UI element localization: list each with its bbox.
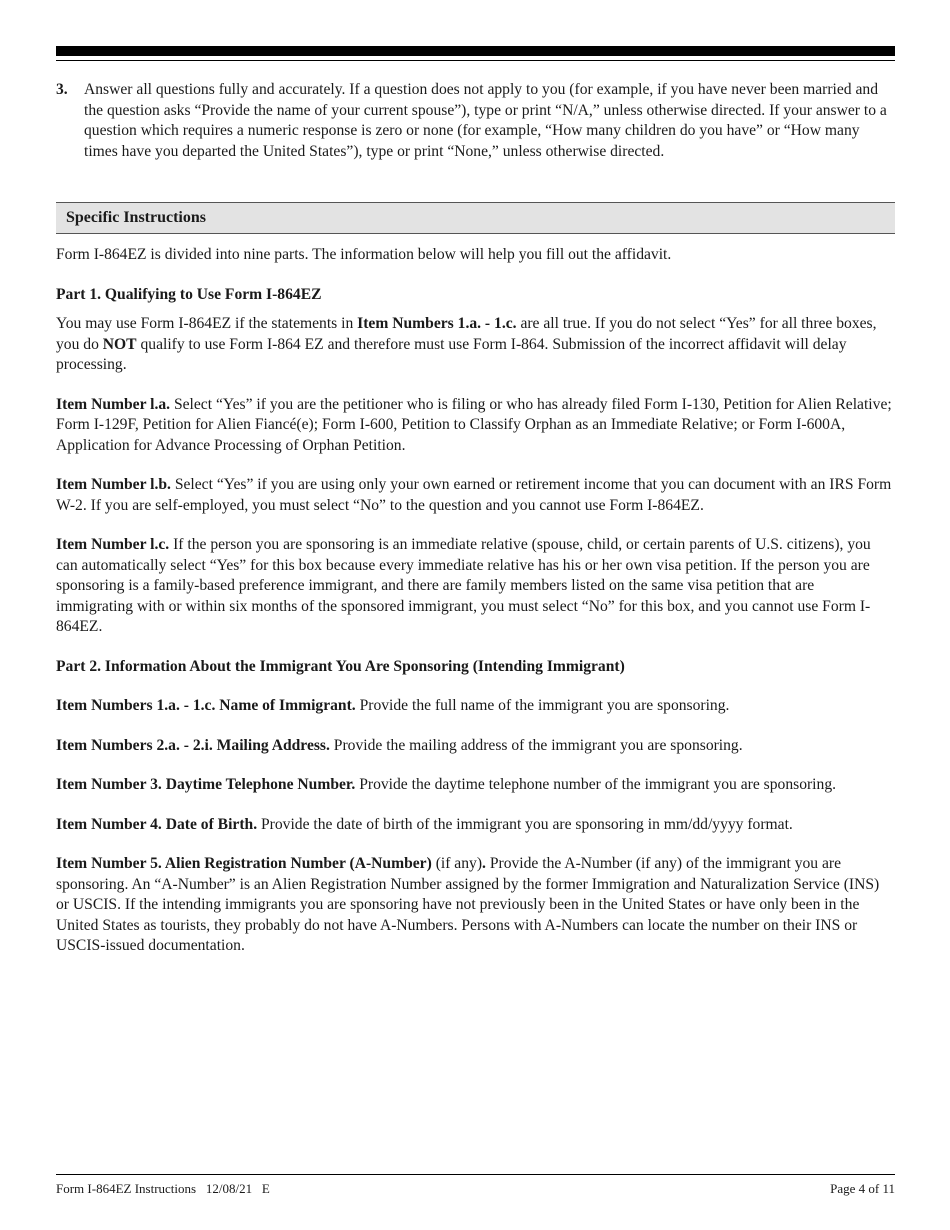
- text-run: qualify to use Form I-864 EZ and therefore must use Form I-864. Submission of the incorrect affidavit will delay processing.: [56, 335, 847, 373]
- item-label: Item Numbers 1.a. - 1.c. Name of Immigrant.: [56, 697, 356, 714]
- instruction-item-3: [56, 80, 895, 162]
- item-dot: .: [482, 855, 486, 872]
- item-text: Provide the mailing address of the immigrant you are sponsoring.: [329, 736, 743, 754]
- footer-page-number: Page 4 of 11: [830, 1181, 895, 1196]
- item-2a-2i-address: [56, 736, 895, 757]
- item-text: Select “Yes” if you are the petitioner who is filing or who has already filed Form I-130, Petition for Alien Relative; Form I-129F, Petition for Alien Fiancé(e); Form I-600, Petition to Classify Orphan as an Immediate Relative; or Form I-600A, Application for Advance Processing of Orphan Petition.: [56, 395, 892, 454]
- item-text: Provide the full name of the immigrant you are sponsoring.: [355, 697, 730, 714]
- item-1b: [56, 475, 895, 516]
- specific-intro: Form I-864EZ is divided into nine parts. The information below will help you fill out the affidavit.: [56, 246, 672, 263]
- footer-rule: [56, 1174, 895, 1175]
- item-1a: [56, 395, 895, 457]
- part-1-intro: [56, 314, 895, 376]
- item-text: Select “Yes” if you are using only your own earned or retirement income that you can document with an IRS Form W-2. If you are self-employed, you must select “No” to the question and you cannot use Form I-864EZ.: [56, 476, 892, 514]
- item-label: Item Number 3. Daytime Telephone Number.: [56, 776, 356, 793]
- item-label: Item Number l.c.: [56, 536, 170, 553]
- text-run: are all true. If you do not select “Yes” for all three boxes, you do: [56, 315, 877, 353]
- section-heading-specific-instructions: Specific Instructions: [56, 202, 895, 234]
- item-text: Provide the A-Number (if any) of the immigrant you are sponsoring. An “A-Number” is an Alien Registration Number assigned by the former Immigration and Naturalization Service (INS) or USCIS. If the intending immigrants you are sponsoring have not previously been in the United States or have only been in the United States as tourists, they probably do not have A-Numbers. Persons with A-Numbers can locate the number on their INS or USCIS-issued documentation.: [56, 855, 880, 954]
- page-content: [56, 80, 895, 957]
- item-1c: [56, 535, 895, 638]
- item-4-date-of-birth: [56, 815, 895, 836]
- item-3-telephone: [56, 775, 895, 796]
- item-1a-1c-name: [56, 696, 895, 717]
- item-label: Item Number l.b.: [56, 476, 171, 493]
- item-paren: (if any): [431, 855, 483, 872]
- top-rule-thin: [56, 60, 895, 61]
- item-text: If the person you are sponsoring is an immediate relative (spouse, child, or certain parents of U.S. citizens), you can automatically select “Yes” for this box because every immediate relative has his or her own visa petition. If the person you are sponsoring is a family-based preference immigrant, and there are family members listed on the same visa petition that are immigrating with or within six months of the sponsored immigrant, you must select “No” for this box, and you cannot use Form I-864EZ.: [56, 536, 871, 635]
- item-text: Answer all questions fully and accurately. If a question does not apply to you (for example, if you have never been married and the question asks “Provide the name of your current spouse”), type or print “N/A,” unless otherwise directed. If your answer to a question which requires a numeric response is zero or none (for example, “How many children do you have” or “How many times have you departed the United States”), type or print “None,” unless otherwise directed.: [84, 81, 887, 160]
- item-label: Item Number 4. Date of Birth.: [56, 815, 258, 833]
- item-number: 3.: [56, 81, 68, 98]
- part-2-heading: Part 2. Information About the Immigrant You Are Sponsoring (Intending Immigrant): [56, 657, 625, 675]
- page-footer: [56, 1180, 895, 1198]
- top-rule-thick: [56, 46, 895, 56]
- part-1-heading: Part 1. Qualifying to Use Form I-864EZ: [56, 285, 322, 303]
- bold-run: NOT: [102, 335, 137, 353]
- item-label: Item Number 5. Alien Registration Number (A-Number): [56, 855, 432, 872]
- item-text: Provide the daytime telephone number of the immigrant you are sponsoring.: [355, 776, 837, 793]
- item-text: Provide the date of birth of the immigrant you are sponsoring in mm/dd/yyyy format.: [257, 815, 793, 833]
- item-label: Item Number l.a.: [56, 395, 171, 413]
- bold-run: Item Numbers 1.a. - 1.c.: [357, 315, 517, 332]
- item-label: Item Numbers 2.a. - 2.i. Mailing Address.: [56, 736, 330, 754]
- text-run: You may use Form I-864EZ if the statements in: [56, 315, 358, 332]
- footer-form-id: Form I-864EZ Instructions 12/08/21 E: [56, 1181, 270, 1196]
- item-5-a-number: [56, 854, 895, 957]
